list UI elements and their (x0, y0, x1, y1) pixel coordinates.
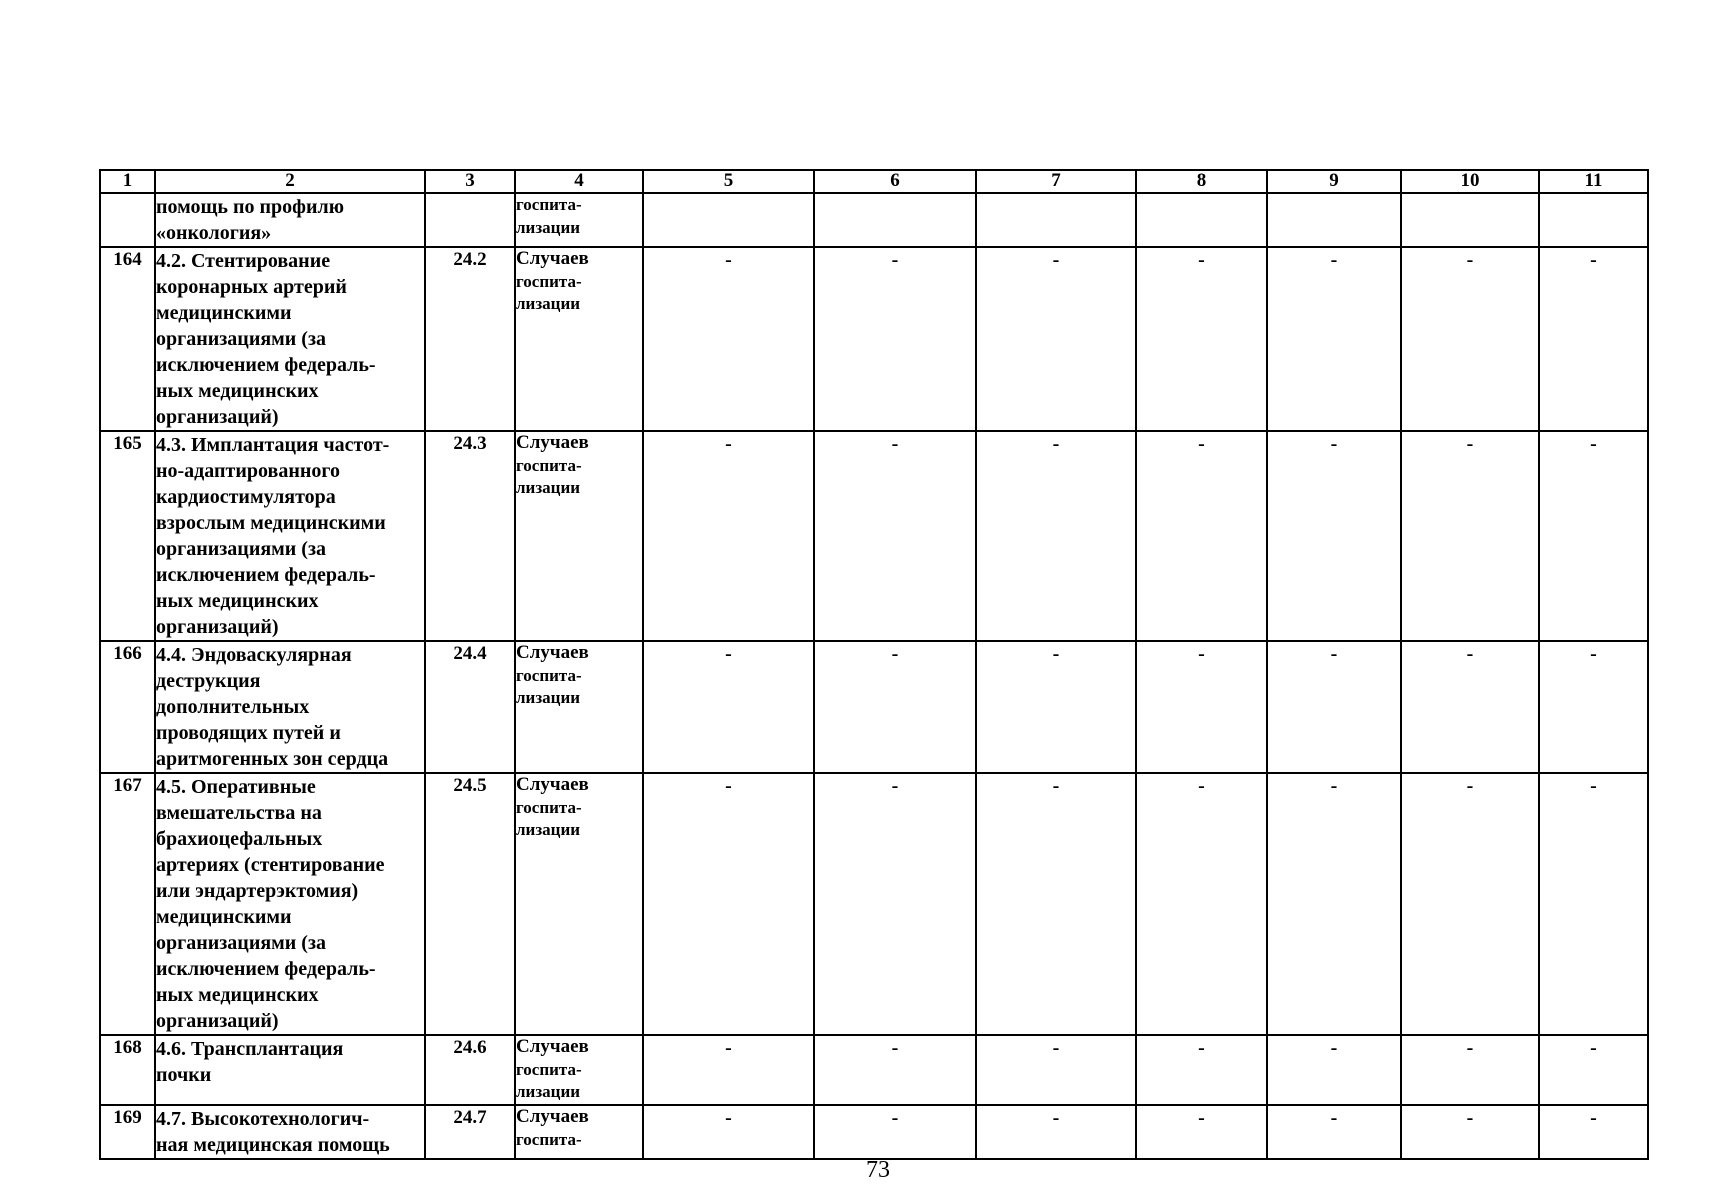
value-cell: - (814, 431, 976, 641)
value-cell (976, 193, 1136, 247)
unit-cell (515, 193, 643, 247)
value-cell: - (643, 641, 814, 773)
description-line: проводящих путей и (156, 722, 341, 744)
value-cell: - (1267, 1035, 1401, 1105)
value-cell: - (814, 247, 976, 431)
unit-cell (515, 773, 643, 1035)
value-cell: - (1539, 641, 1648, 773)
description-line: 4.5. Оперативные (156, 776, 316, 798)
unit-cell (515, 431, 643, 641)
column-header: 7 (976, 170, 1136, 193)
description-line: 4.3. Имплантация частот- (156, 434, 390, 456)
description-line: вмешательства на (156, 802, 322, 824)
column-header: 1 (100, 170, 155, 193)
header-row (100, 170, 1648, 193)
code-cell: 24.6 (425, 1035, 515, 1105)
unit-line: госпита- (516, 665, 582, 685)
row-number-cell: 164 (100, 247, 155, 431)
description-line: организаций) (156, 616, 279, 638)
description-line: ных медицинских (156, 984, 319, 1006)
code-cell: 24.3 (425, 431, 515, 641)
table-row (100, 641, 1648, 773)
value-cell: - (1401, 247, 1539, 431)
description-line: артериях (стентирование (156, 854, 385, 876)
unit-cell (515, 1105, 643, 1159)
value-cell: - (976, 773, 1136, 1035)
value-cell (1267, 193, 1401, 247)
value-cell: - (976, 431, 1136, 641)
table-row (100, 1105, 1648, 1159)
code-cell: 24.5 (425, 773, 515, 1035)
value-cell: - (1401, 773, 1539, 1035)
description-line: «онкология» (156, 222, 272, 244)
column-header: 2 (155, 170, 425, 193)
value-cell: - (1267, 247, 1401, 431)
description-line: аритмогенных зон сердца (156, 748, 389, 770)
value-cell: - (1401, 1105, 1539, 1159)
column-header: 8 (1136, 170, 1267, 193)
unit-line: госпита- (516, 195, 582, 214)
value-cell: - (1136, 641, 1267, 773)
description-line: почки (156, 1064, 212, 1086)
description-line: исключением федераль- (156, 354, 376, 376)
description-line: взрослым медицинскими (156, 512, 386, 534)
unit-line: лизации (516, 217, 581, 237)
value-cell: - (1136, 1035, 1267, 1105)
unit-line: госпита- (516, 797, 582, 817)
row-number-cell: 166 (100, 641, 155, 773)
code-cell (425, 193, 515, 247)
row-number-cell: 169 (100, 1105, 155, 1159)
column-header: 11 (1539, 170, 1648, 193)
description-line: организациями (за (156, 932, 326, 954)
unit-line: Случаев (516, 774, 589, 795)
description-cell (155, 193, 425, 247)
column-header: 10 (1401, 170, 1539, 193)
column-header: 4 (515, 170, 643, 193)
page-number: 73 (866, 1157, 890, 1183)
value-cell: - (1267, 431, 1401, 641)
table-row (100, 773, 1648, 1035)
data-table (99, 169, 1649, 1160)
description-line: 4.2. Стентирование (156, 250, 331, 272)
code-cell: 24.7 (425, 1105, 515, 1159)
unit-line: госпита- (516, 1129, 582, 1149)
value-cell: - (814, 1035, 976, 1105)
code-cell: 24.4 (425, 641, 515, 773)
column-header: 3 (425, 170, 515, 193)
unit-line: Случаев (516, 642, 589, 663)
table-row (100, 1035, 1648, 1105)
unit-line: Случаев (516, 248, 589, 269)
description-line: медицинскими (156, 302, 292, 324)
description-line: брахиоцефальных (156, 828, 323, 850)
description-cell (155, 1105, 425, 1159)
row-number-cell: 168 (100, 1035, 155, 1105)
value-cell: - (814, 641, 976, 773)
description-line: кардиостимулятора (156, 486, 336, 508)
value-cell: - (1539, 431, 1648, 641)
value-cell: - (814, 1105, 976, 1159)
row-number-cell: 167 (100, 773, 155, 1035)
value-cell: - (1539, 247, 1648, 431)
description-line: организациями (за (156, 328, 326, 350)
description-line: исключением федераль- (156, 958, 376, 980)
column-header: 9 (1267, 170, 1401, 193)
value-cell: - (976, 1105, 1136, 1159)
value-cell: - (1267, 1105, 1401, 1159)
column-header: 6 (814, 170, 976, 193)
value-cell (1136, 193, 1267, 247)
value-cell: - (976, 1035, 1136, 1105)
description-cell (155, 773, 425, 1035)
unit-line: лизации (516, 478, 581, 497)
description-line: ная медицинская помощь (156, 1134, 390, 1156)
description-line: организациями (за (156, 538, 326, 560)
value-cell: - (976, 641, 1136, 773)
description-line: дополнительных (156, 696, 310, 718)
value-cell: - (1401, 641, 1539, 773)
description-line: ных медицинских (156, 380, 319, 402)
value-cell: - (976, 247, 1136, 431)
description-line: помощь по профилю (156, 196, 344, 218)
value-cell: - (1267, 773, 1401, 1035)
description-line: 4.4. Эндоваскулярная (156, 644, 352, 666)
value-cell: - (1136, 773, 1267, 1035)
value-cell: - (1539, 1035, 1648, 1105)
value-cell: - (1136, 247, 1267, 431)
description-line: организаций) (156, 1010, 279, 1032)
unit-line: госпита- (516, 271, 582, 291)
unit-line: лизации (516, 1082, 581, 1101)
unit-cell (515, 641, 643, 773)
value-cell: - (1136, 431, 1267, 641)
unit-line: госпита- (516, 1059, 582, 1079)
description-cell (155, 641, 425, 773)
description-line: деструкция (156, 670, 261, 692)
value-cell: - (643, 773, 814, 1035)
value-cell: - (643, 1105, 814, 1159)
value-cell: - (643, 431, 814, 641)
description-line: ных медицинских (156, 590, 319, 612)
description-cell (155, 431, 425, 641)
table-row (100, 431, 1648, 641)
description-line: но-адаптированного (156, 460, 340, 482)
description-cell (155, 247, 425, 431)
description-line: или эндартерэктомия) (156, 880, 359, 902)
value-cell (1401, 193, 1539, 247)
unit-cell (515, 247, 643, 431)
table-row (100, 193, 1648, 247)
value-cell: - (814, 773, 976, 1035)
unit-line: лизации (516, 294, 581, 313)
description-line: исключением федераль- (156, 564, 376, 586)
value-cell (814, 193, 976, 247)
row-number-cell: 165 (100, 431, 155, 641)
description-line: 4.6. Трансплантация (156, 1038, 344, 1060)
value-cell: - (1401, 1035, 1539, 1105)
value-cell: - (643, 247, 814, 431)
value-cell: - (1401, 431, 1539, 641)
value-cell: - (1539, 1105, 1648, 1159)
value-cell: - (1136, 1105, 1267, 1159)
column-header: 5 (643, 170, 814, 193)
unit-line: Случаев (516, 1106, 589, 1127)
code-cell: 24.2 (425, 247, 515, 431)
unit-line: лизации (516, 820, 581, 839)
unit-line: Случаев (516, 1036, 589, 1057)
value-cell (643, 193, 814, 247)
description-line: организаций) (156, 406, 279, 428)
table-row (100, 247, 1648, 431)
unit-cell (515, 1035, 643, 1105)
row-number-cell (100, 193, 155, 247)
unit-line: госпита- (516, 455, 582, 475)
value-cell (1539, 193, 1648, 247)
unit-line: Случаев (516, 432, 589, 453)
unit-line: лизации (516, 688, 581, 707)
description-cell (155, 1035, 425, 1105)
value-cell: - (1267, 641, 1401, 773)
description-line: коронарных артерий (156, 276, 347, 298)
value-cell: - (643, 1035, 814, 1105)
value-cell: - (1539, 773, 1648, 1035)
description-line: медицинскими (156, 906, 292, 928)
description-line: 4.7. Высокотехнологич- (156, 1108, 370, 1130)
